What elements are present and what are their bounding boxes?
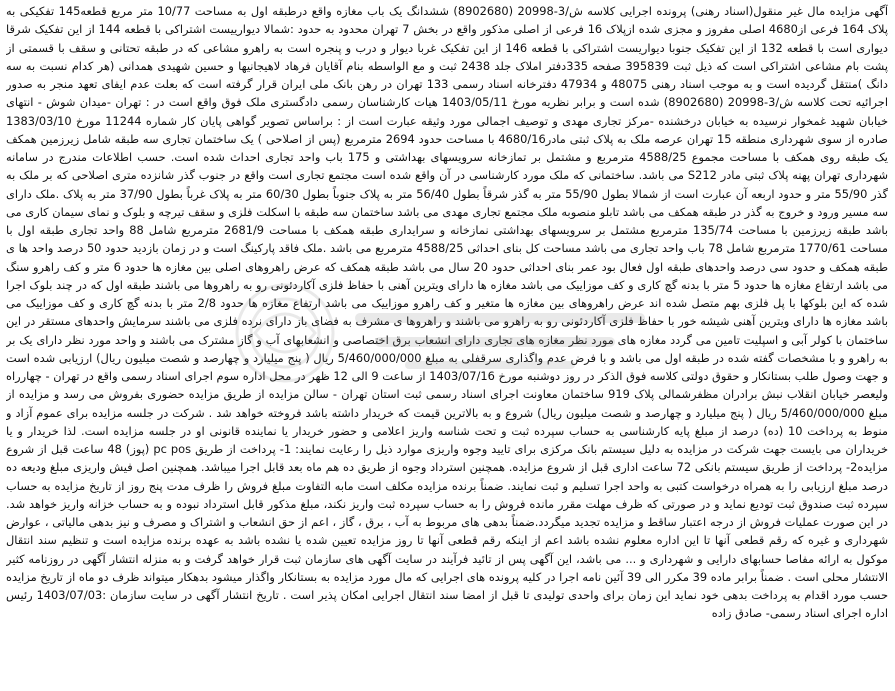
auction-notice-body-text: آگهی مزایده مال غیر منقول(اسناد رهنی) پرونده اجرایی کلاسه ش/3-20998 (8902680) ششدانگ یک باب مغازه واقع درطبقه اول به مساحت 10/77 متر مربع قطعه145 تفکیکی به پلاک 164 فرعی از4680 اصلی مفروز و مجزی شده ازپلاک 16 فرعی از اصلی مذکور واقع در بخش 7 تهران محدود به حدود :شمالا دیوارییست اشتراکی با قطعه 144 از این تفکیک شرقا دیواری است با قطعه 132 از این تفکیک جنوبا دیواریست اشتراکی با قطعه 146 از این تفکیک غربا دیوار و درب و پنجره است به راهرو مشاعی که در طبقه تحتانی و سقف با قسمتی از پشت بام مشاعی اشتراکی است که ذیل ثبت 395839 صفحه 335دفتر املاک جلد 2438 ثبت و مع الواسطه بنام آقایان فرهاد لاهیجانیها و حسین شهیدی همدانی (هر کدام نسبت به سه دانگ )منتقل گردیده است و به موجب اسناد رهنی 48075 و 47934 دفترخانه اسناد رسمی 133 تهران در رهن بانک ملی ایران قرار گرفته است که بعلت عدم ایفای تعهد منجر به صدور اجرائیه تحت کلاسه ش/3-20998 (8902680) شده است و برابر نظریه مورخ 1403/05/11 هیات کارشناسان رسمی دادگستری ملک فوق واقع است در : تهران -میدان شوش - انتهای خیابان شهید غمخوار نرسیده به خیابان درخشنده -مرکز تجاری مهدی و توصیف اجمالی مورد وثیقه عبارت است از : براساس تصویر گواهی پایان کار شماره 11244 مورخ 1383/03/10 صادره از سوی شهرداری منطقه 15 تهران عرصه ملک به پلاک ثبتی مادر4680/16 با مساحت حدود 2694 مترمربع (پس از اصلاحی ) یک ساختمان تجاری سه طبقه شامل زیرزمین همکف یک طبقه روی همکف با مساحت مجموع 4588/25 مترمربع و مشتمل بر تمازخانه سرویسهای بهداشتی و 175 باب واحد تجاری احداث شده است. حسب اطلاعات مندرج در سامانه شهرداری تهران پهنه پلاک ثبتی مادر S212 می باشد. ساختمانی که ملک مورد کارشناسی در آن واقع شده است مجتمع تجاری است واقع در جنوب گذر شانزده متری اصلاحی که بر ملک به گذر 55/90 متر و حدود اربعه آن عبارت است از شمالا بطول 55/90 متر به گذر شرقاً بطول 56/40 متر به پلاک جنوباً بطول 60/30 متر به پلاک غرباً بطول 37/90 متر به پلاک .ملک دارای سه مسیر ورود و خروج به گذر در طبقه همکف می باشد تابلو منصوبه ملک مجتمع تجاری مهدی می باشد ساختمان سه طبقه با اسکلت فلزی و سقف تیرچه و بلوک و نمای سیمان کاری می باشد طبقه زیرزمین با مساحت 135/74 مترمربع مشتمل بر سرویسهای بهداشتی نمازخانه و سرایداری طبقه همکف با مساحت 2681/9 مترمربع شامل 88 واحد تجاری طبقه اول با مساحت 1770/61 مترمربع شامل 78 باب واحد تجاری می باشد مساحت کل بنای احداثی 4588/25 مترمربع می باشد .ملک فاقد پارکینگ است و در زمان بازدید حدود 50 درصد واحد ها ی طبقه همکف و حدود سی درصد واحدهای طبقه اول فعال بود عمر بنای احداثی حدود 20 سال می باشد طبقه همکف که عرض راهروهای اصلی بین مغازه ها حدود 6 متر و کف راهرو سنگ می باشد ارتفاع مغازه ها حدود 5 متر با بدنه گچ کاری و کف موزاییک می باشد مغازه ها دارای ویترین آهنی با حفاظ فلزی آکاردئونی رو به راهروها می باشند طبقه اول که در چند بلوک اجرا شده که این بلوکها با پل فلزی بهم متصل شده اند عرض راهروهای بین مغازه ها متغیر و کف راهرو موزاییک می باشد ارتفاع مغازه ها حدود 2/8 متر با بدنه گچ کاری و کف موزاییک می باشد مغازه ها دارای ویترین آهنی شیشه خور با حفاظ فلزی آکاردئونی رو به راهرو می باشند و راهروها ی مشرف به فضای باز دارای نرده فلزی می باشند سرمایش واحدهای مستقر در این ساختمان با کولر آبی و اسپلیت تامین می گردد مغازه های مورد نظر مغازه های تجاری دارای انشعاب برق اختصاصی و انشعابهای آب و گاز مشترک می باشند و واحد مورد نظر دارای یک بر به راهرو و با مشخصات گفته شده در طبقه اول می باشد و با فرض عدم واگذاری سرقفلی به مبلغ 5/460/000/000 ریال ( پنج میلیارد و چهارصد و شصت میلیون ریال) ارزیابی شده است و جهت وصول طلب بستانکار و حقوق دولتی کلاسه فوق الذکر در روز دوشنبه مورخ 1403/07/16 از ساعت 9 الی 12 ظهر در محل اداره سوم اجرای اسناد رسمی واقع در تهران - چهارراه ولیعصر خیابان انقلاب نبش برادران مظفرشمالی پلاک 919 ساختمان معاونت اجرای اسناد رسمی ثبت استان تهران - سالن مزایده از طریق مزایده حضوری بفروش می رسد و مزایده از مبلغ 5/460/000/000 ریال ( پنج میلیارد و چهارصد و شصت میلیون ریال) شروع و به بالاترین قیمت که خریدار داشته باشد فروخته خواهد شد . شرکت در جلسه مزایده برای عموم آزاد و منوط به پرداخت 10 (ده) درصد از مبلغ پایه کارشناسی به حساب سپرده ثبت و تحت شناسه واریز اعلامی و حضور خریدار یا نماینده قانونی او در جلسه مزایده است. لذا خریدار و یا خریداران می بایست جهت شرکت در مزایده به دلیل سیستم بانک مرکزی برای تایید وجوه واریزی موارد ذیل را رعایت نمایند: 1- پرداخت از طریق pc pos (پوز) 48 ساعت قبل از شروع مزایده2- پرداخت از طریق سیستم بانکی 72 ساعت اداری قبل از شروع مزایده. همچنین استرداد وجوه از طریق ده هم ماه بعد قابل اجرا میباشد. همچنین اصل فیش واریزی مبلغ ودیعه ده درصد مبلغ ارزیابی را به همراه درخواست کتبی به واحد اجرا تسلیم و ثبت نمایند. ضمناً برنده مزایده مکلف است مابه التفاوت مبلغ فروش را ظرف مدت پنج روز از تاریخ مزایده به حساب سپرده ثبت صندوق ثبت تودیع نماید و در صورتی که ظرف مهلت مقرر مانده فروش را به حساب سپرده ثبت واریز نکند، مبلغ مذکور قابل استرداد نبوده و به حساب خزانه واریز خواهد شد. در این صورت عملیات فروش از درجه اعتبار ساقط و مزایده تجدید میگردد.ضمناً بدهی های مربوط به آب ، برق ، گاز ، اعم از حق انشعاب و اشتراک و مصرف و نیز بدهی مالیاتی ، عوارض شهرداری و غیره که رقم قطعی آنها تا این اداره معلوم نشده باشد اعم از اینکه رقم قطعی آنها تا روز مزایده تعیین شده یا نشده باشد به عهده برنده مزایده است و تنظیم سند انتقال موکول به ارائه مفاصا حسابهای دارایی و شهرداری و ... می باشد، این آگهی پس از تائید فرآیند در سایت آگهی های سازمان ثبت قرار خواهد گرفت و به منزله انتشار آگهی در روزنامه کثیر الانتشار محلی است . ضمناً برابر ماده 39 مکرر الی 39 آئین نامه اجرا در کلیه پرونده های اجرایی که مال مورد مزایده به بستانکار واگذار میشود بدهکار میتواند ظرف دو ماه از تاریخ مزایده حسب مورد اقدام به پرداخت بدهی خود نماید این زمان برای واحدی تولیدی تا قبل از امضا سند انتقال اجرایی امکان پذیر است . تاریخ انتشار آگهی در سایت سازمان :1403/07/03 رئیس اداره اجرای اسناد رسمی- صادق زاده xyxy=(6,4,888,621)
auction-notice-document xyxy=(6,2,888,688)
